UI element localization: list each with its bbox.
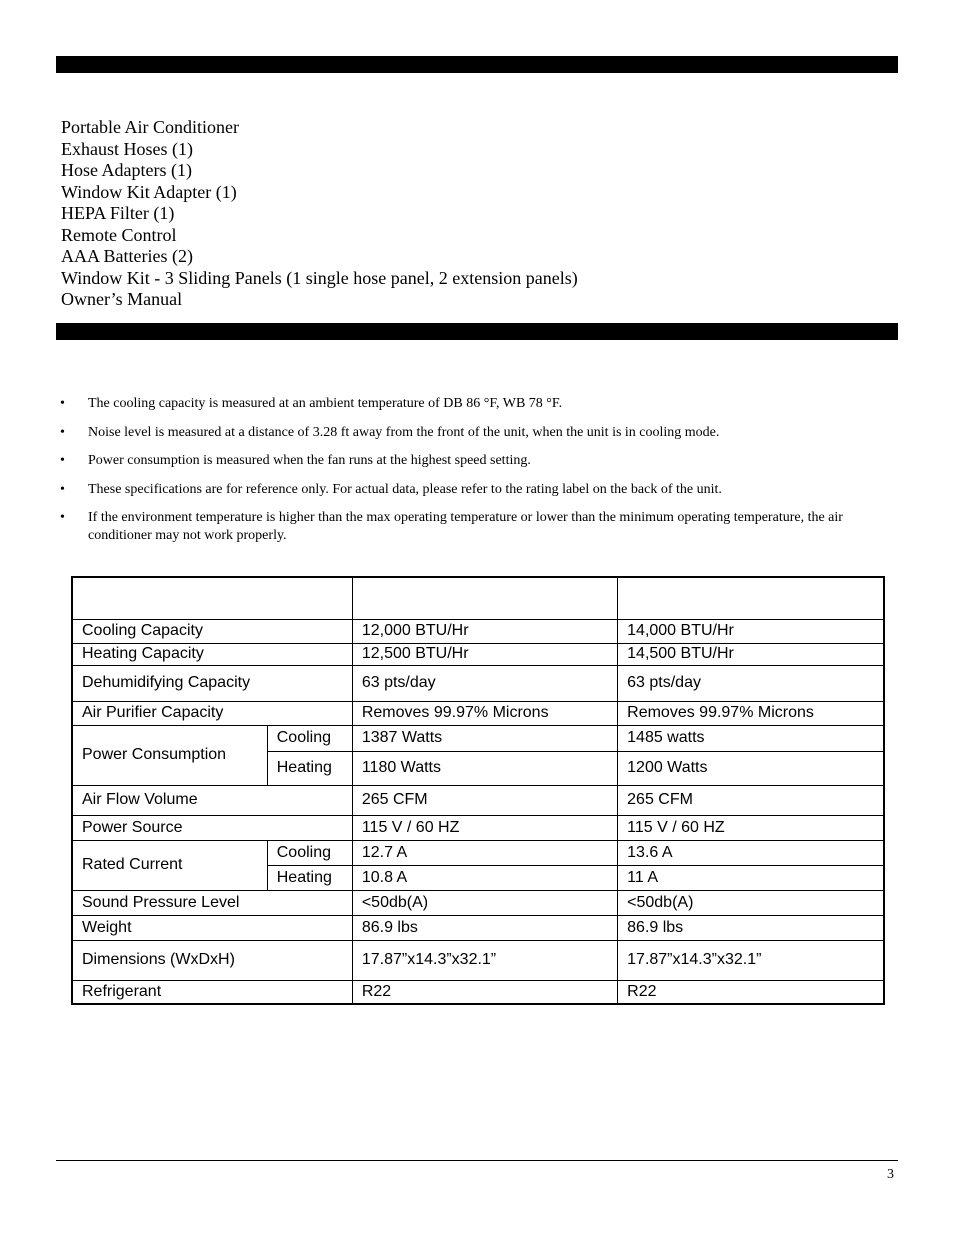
table-row <box>72 890 884 915</box>
list-item: AAA Batteries (2) <box>61 246 193 266</box>
row-sublabel: Cooling <box>267 725 352 751</box>
cell-value: <50db(A) <box>352 890 617 915</box>
list-item: Portable Air Conditioner <box>61 117 239 137</box>
cell-value: 115 V / 60 HZ <box>618 815 884 840</box>
cell-value: 1485 watts <box>618 725 884 751</box>
cell-value: 1387 Watts <box>352 725 617 751</box>
list-item: Window Kit - 3 Sliding Panels (1 single hose panel, 2 extension panels) <box>61 267 578 288</box>
note-text: These specifications are for reference only. For actual data, please refer to the rating label on the back of the unit. <box>88 481 722 497</box>
cell-value: 63 pts/day <box>352 665 617 701</box>
row-label: Sound Pressure Level <box>72 890 352 915</box>
note-item <box>60 509 890 545</box>
note-text: The cooling capacity is measured at an ambient temperature of DB 86 °F, WB 78 °F. <box>88 396 563 411</box>
cell-value: 10.8 A <box>352 865 617 890</box>
list-item: Hose Adapters (1) <box>61 160 192 180</box>
table-row <box>72 940 884 980</box>
cell-value: 86.9 lbs <box>618 915 884 940</box>
cell-value: 115 V / 60 HZ <box>352 815 617 840</box>
cell-value: 63 pts/day <box>618 665 884 701</box>
note-text: Noise level is measured at a distance of 3.28 ft away from the front of the unit, when the unit is in cooling mode. <box>88 424 720 440</box>
note-text: Power consumption is measured when the fan runs at the highest speed setting. <box>88 453 531 468</box>
row-label: Air Purifier Capacity <box>72 701 352 725</box>
cell-value: 12,000 BTU/Hr <box>352 619 617 643</box>
cell-value: 265 CFM <box>618 785 884 815</box>
row-label: Power Source <box>72 815 352 840</box>
specification-notes <box>60 395 890 545</box>
cell-value: Removes 99.97% Microns <box>352 701 617 725</box>
bullet-icon: • <box>60 396 65 411</box>
section-header-bar <box>56 323 898 340</box>
note-item <box>60 481 890 499</box>
note-item <box>60 424 890 442</box>
bullet-icon: • <box>60 453 65 468</box>
cell-value: 17.87”x14.3”x32.1” <box>618 940 884 980</box>
list-item: Remote Control <box>61 224 177 245</box>
specifications-table <box>71 576 885 1005</box>
note-text: If the environment temperature is higher than the max operating temperature or lower than the minimum operating temperature, the air conditioner may not work properly. <box>88 510 843 543</box>
row-label: Cooling Capacity <box>72 619 352 643</box>
cell-value: 17.87”x14.3”x32.1” <box>352 940 617 980</box>
list-item: Exhaust Hoses (1) <box>61 138 193 159</box>
footer-divider <box>56 1160 898 1161</box>
note-item <box>60 395 890 413</box>
cell-value: 1180 Watts <box>352 751 617 785</box>
table-header-cell <box>352 577 617 619</box>
row-label: Dimensions (WxDxH) <box>72 940 352 980</box>
note-item <box>60 452 890 470</box>
bullet-icon: • <box>60 481 65 497</box>
cell-value: R22 <box>618 980 884 1004</box>
cell-value: 14,500 BTU/Hr <box>618 643 884 665</box>
table-row <box>72 665 884 701</box>
table-row <box>72 701 884 725</box>
row-label: Power Consumption <box>72 725 267 785</box>
table-row <box>72 980 884 1004</box>
table-row <box>72 915 884 940</box>
table-row <box>72 815 884 840</box>
table-row <box>72 785 884 815</box>
row-label: Heating Capacity <box>72 643 352 665</box>
package-contents-list <box>61 117 578 311</box>
row-label: Refrigerant <box>72 980 352 1004</box>
cell-value: 12,500 BTU/Hr <box>352 643 617 665</box>
table-header-cell <box>618 577 884 619</box>
cell-value: 265 CFM <box>352 785 617 815</box>
table-header-cell <box>72 577 352 619</box>
cell-value: R22 <box>352 980 617 1004</box>
row-label: Dehumidifying Capacity <box>72 665 352 701</box>
cell-value: 11 A <box>618 865 884 890</box>
cell-value: 86.9 lbs <box>352 915 617 940</box>
row-label: Rated Current <box>72 840 267 890</box>
cell-value: Removes 99.97% Microns <box>618 701 884 725</box>
row-label: Air Flow Volume <box>72 785 352 815</box>
list-item: HEPA Filter (1) <box>61 203 175 223</box>
bullet-icon: • <box>60 510 65 525</box>
row-sublabel: Heating <box>267 751 352 785</box>
row-sublabel: Heating <box>267 865 352 890</box>
cell-value: <50db(A) <box>618 890 884 915</box>
row-sublabel: Cooling <box>267 840 352 865</box>
cell-value: 14,000 BTU/Hr <box>618 619 884 643</box>
list-item: Owner’s Manual <box>61 289 183 309</box>
table-header-row <box>72 577 884 619</box>
list-item: Window Kit Adapter (1) <box>61 181 237 202</box>
page-number: 3 <box>887 1167 894 1182</box>
table-row <box>72 643 884 665</box>
section-header-bar <box>56 56 898 73</box>
table-row <box>72 725 884 751</box>
cell-value: 1200 Watts <box>618 751 884 785</box>
cell-value: 12.7 A <box>352 840 617 865</box>
cell-value: 13.6 A <box>618 840 884 865</box>
row-label: Weight <box>72 915 352 940</box>
bullet-icon: • <box>60 424 65 440</box>
table-row <box>72 619 884 643</box>
table-row <box>72 840 884 865</box>
